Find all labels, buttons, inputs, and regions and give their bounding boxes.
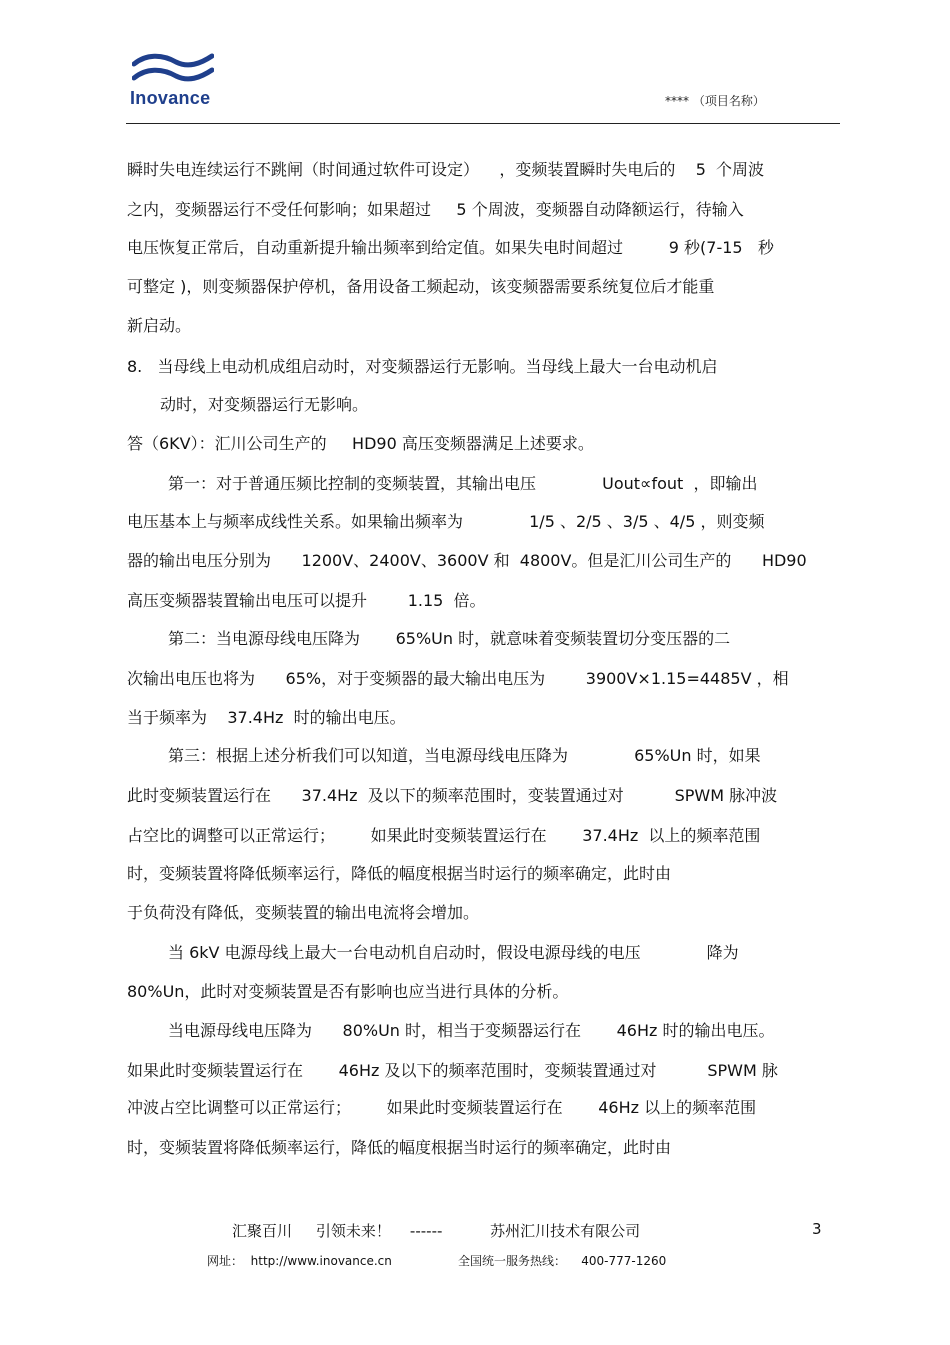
logo-text: Inovance [130, 88, 211, 108]
body-line: 如果此时变频装置运行在 46Hz 及以下的频率范围时，变频装置通过对 SPWM 脉 [127, 1061, 778, 1080]
body-line: 当电源母线电压降为 80%Un 时，相当于变频器运行在 46Hz 时的输出电压。 [168, 1021, 775, 1040]
body-line: 电压基本上与频率成线性关系。如果输出频率为 1/5 、2/5 、3/5 、4/5 ，则变频 [127, 512, 765, 531]
body-line: 时，变频装置将降低频率运行，降低的幅度根据当时运行的频率确定，此时由 [127, 864, 672, 883]
body-line: 第三：根据上述分析我们可以知道，当电源母线电压降为 65%Un 时，如果 [168, 746, 761, 765]
body-line: 冲波占空比调整可以正常运行； 如果此时变频装置运行在 46Hz 以上的频率范围 [127, 1098, 757, 1117]
body-line: 瞬时失电连续运行不跳闸（时间通过软件可设定） ，变频装置瞬时失电后的 5 个周波 [127, 160, 765, 179]
body-line: 可整定 )，则变频器保护停机，备用设备工频起动，该变频器需要系统复位后才能重 [127, 277, 715, 296]
body-line: 电压恢复正常后，自动重新提升输出频率到给定值。如果失电时间超过 9 秒(7-15 秒 [127, 238, 774, 257]
body-line: 高压变频器装置输出电压可以提升 1.15 倍。 [127, 591, 486, 610]
body-line: 当于频率为 37.4Hz 时的输出电压。 [127, 708, 406, 727]
footer-website: 网址： http://www.inovance.cn [207, 1254, 392, 1268]
body-line: 次输出电压也将为 65%，对于变频器的最大输出电压为 3900V×1.15=4485V ，相 [127, 669, 789, 688]
header-rule [126, 123, 840, 124]
body-line: 8. 当母线上电动机成组启动时，对变频器运行无影响。当母线上最大一台电动机启 [127, 357, 718, 376]
footer-slogan: 汇聚百川 引领未来！ ------ 苏州汇川技术有限公司 [232, 1222, 641, 1240]
body-line: 第二：当电源母线电压降为 65%Un 时，就意味着变频装置切分变压器的二 [168, 629, 731, 648]
project-name: **** （项目名称） [665, 94, 765, 108]
body-line: 动时，对变频器运行无影响。 [160, 395, 369, 414]
body-line: 新启动。 [127, 316, 192, 335]
body-line: 之内，变频器运行不受任何影响；如果超过 5 个周波，变频器自动降额运行，待输入 [127, 200, 744, 219]
footer-hotline: 全国统一服务热线： 400-777-1260 [458, 1254, 667, 1268]
body-line: 于负荷没有降低，变频装置的输出电流将会增加。 [127, 903, 480, 922]
body-line: 当 6kV 电源母线上最大一台电动机自启动时，假设电源母线的电压 降为 [168, 943, 739, 962]
body-line: 占空比的调整可以正常运行； 如果此时变频装置运行在 37.4Hz 以上的频率范围 [127, 826, 761, 845]
body-line: 此时变频装置运行在 37.4Hz 及以下的频率范围时，变装置通过对 SPWM 脉冲波 [127, 786, 778, 805]
body-line: 80%Un，此时对变频装置是否有影响也应当进行具体的分析。 [127, 982, 569, 1001]
body-line: 器的输出电压分别为 1200V、2400V、3600V 和 4800V。但是汇川公司生产的 HD90 [127, 551, 807, 570]
wave-logo-icon [132, 50, 214, 86]
inovance-logo [128, 50, 218, 110]
page-number: 3 [812, 1220, 822, 1238]
body-line: 答（6KV）：汇川公司生产的 HD90 高压变频器满足上述要求。 [127, 434, 594, 453]
body-line: 时，变频装置将降低频率运行，降低的幅度根据当时运行的频率确定，此时由 [127, 1138, 672, 1157]
body-line: 第一：对于普通压频比控制的变频装置，其输出电压 Uout∝fout ，即输出 [168, 474, 758, 493]
